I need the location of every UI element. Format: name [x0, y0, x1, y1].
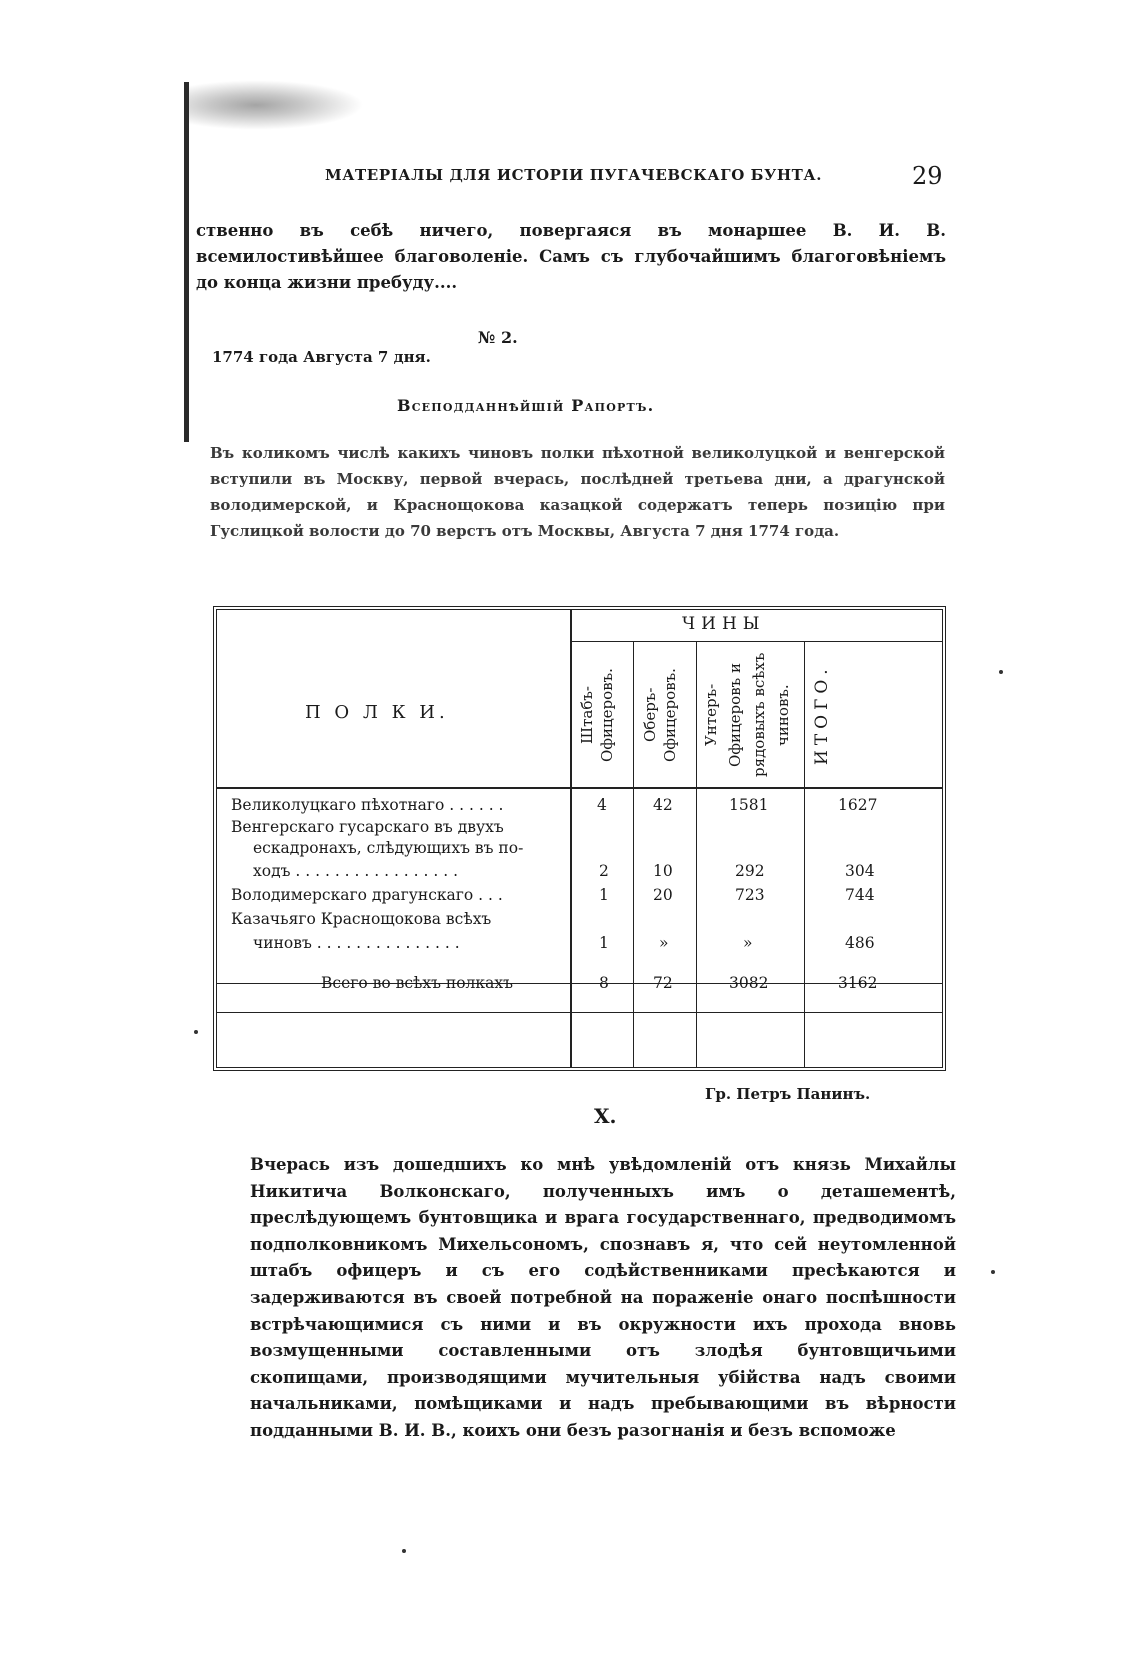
scan-speck: [194, 1030, 198, 1034]
scan-speck: [999, 670, 1003, 674]
document-date: 1774 года Августа 7 дня.: [212, 348, 431, 366]
section-number: X.: [594, 1104, 617, 1128]
row-staff-officers: 1: [599, 886, 609, 904]
table-divider-vertical: [804, 642, 805, 1067]
next-document-paragraph: Вчерась изъ дошедшихъ ко мнѣ увѣдомленій отъ князь Михайлы Никитича Волконскаго, полученныхъ имъ о деташементѣ, преслѣдующемъ бунтовщика и врага государственнаго, предводимомъ подполковникомъ Михельсономъ, спознавъ я, что сей неутомленной штабъ офицеръ и съ его содѣйственниками пресѣкаются и задерживаются въ своей потребной на пораженіе онаго поспѣшности встрѣчающимися съ ними и въ окружности ихъ прохода вновь возмущенными составленными отъ злодѣя бунтовщичьими скопищами, производящими мучительныя убійства надъ своими начальниками, помѣщиками и надъ пребывающими въ вѣрности подданными В. И. В., коихъ они безъ разогнанія и безъ вспоможе: [250, 1155, 956, 1440]
regiment-name: Великолуцкаго пѣхотнаго . . . . . .: [231, 796, 504, 814]
column-header-chief-officers: Оберъ-Офицеровъ.: [641, 668, 679, 762]
ranks-header: ЧИНЫ: [682, 614, 766, 634]
row-total: 486: [845, 934, 875, 952]
column-header-nco-and-privates: Унтеръ-Офицеровъ и рядовыхъ всѣхъ чиновъ.: [702, 652, 792, 778]
table-divider-horizontal: [217, 1012, 942, 1013]
row-nco-privates: 723: [735, 886, 765, 904]
column-header-total: ИТОГО.: [812, 664, 832, 766]
table-divider-vertical: [633, 642, 634, 1067]
scan-smudge: [184, 80, 364, 130]
running-header: МАТЕРІАЛЫ ДЛЯ ИСТОРІИ ПУГАЧЕВСКАГО БУНТА.: [325, 166, 823, 184]
report-intro-paragraph: Въ коликомъ числѣ какихъ чиновъ полки пѣхотной великолуцкой и венгерской вступили въ Москву, первой вчерась, послѣдней третьева дни, а драгунской володимерской, и Краснощокова казацкой содержатъ теперь позицію при Гуслицкой волости до 70 верстъ отъ Москвы, Августа 7 дня 1774 года.: [210, 444, 945, 540]
table-divider-vertical: [570, 610, 572, 1067]
regiment-name: Казачьяго Краснощокова всѣхъ: [231, 910, 492, 928]
report-title: Всеподданнѣйшій Рапортъ.: [397, 396, 655, 415]
total-chief-officers: 72: [653, 974, 673, 992]
regiment-name: ходъ . . . . . . . . . . . . . . . . .: [253, 862, 458, 880]
regiment-name: Володимерскаго драгунскаго . . .: [231, 886, 503, 904]
row-staff-officers: 1: [599, 934, 609, 952]
regiment-name: Венгерскаго гусарскаго въ двухъ: [231, 818, 504, 836]
letter-ending-paragraph: ственно въ себѣ ничего, повергаяся въ монаршее В. И. В. всемилостивѣйшее благоволеніе. Самъ съ глубочайшимъ благоговѣніемъ до конца жизни пребуду....: [196, 221, 946, 292]
row-nco-privates: 1581: [729, 796, 769, 814]
scan-speck: [402, 1549, 406, 1553]
row-chief-officers: 10: [653, 862, 673, 880]
total-nco-privates: 3082: [729, 974, 769, 992]
row-nco-privates: 292: [735, 862, 765, 880]
column-header-staff-officers: Штабъ-Офицеровъ.: [578, 668, 616, 762]
regiment-name: чиновъ . . . . . . . . . . . . . . .: [253, 934, 460, 952]
signature: Гр. Петръ Панинъ.: [705, 1085, 871, 1103]
regiments-table: [213, 606, 946, 1071]
page-number: 29: [912, 162, 943, 190]
regiment-name: ескадронахъ, слѣдующихъ въ по-: [253, 839, 524, 857]
document-number: № 2.: [478, 328, 518, 347]
row-total: 744: [845, 886, 875, 904]
table-divider-horizontal: [217, 787, 942, 789]
total-staff-officers: 8: [599, 974, 609, 992]
row-staff-officers: 4: [597, 796, 607, 814]
row-staff-officers: 2: [599, 862, 609, 880]
row-total: 1627: [838, 796, 878, 814]
row-chief-officers: »: [659, 934, 669, 952]
regiments-header: П О Л К И.: [305, 702, 449, 723]
table-divider-horizontal: [570, 641, 942, 642]
total-label: Всего во всѣхъ полкахъ: [321, 974, 513, 992]
row-chief-officers: 20: [653, 886, 673, 904]
row-total: 304: [845, 862, 875, 880]
scan-binding-shadow: [184, 82, 189, 442]
row-chief-officers: 42: [653, 796, 673, 814]
scan-speck: [991, 1270, 995, 1274]
table-divider-vertical: [696, 642, 697, 1067]
total-total: 3162: [838, 974, 878, 992]
row-nco-privates: »: [743, 934, 753, 952]
